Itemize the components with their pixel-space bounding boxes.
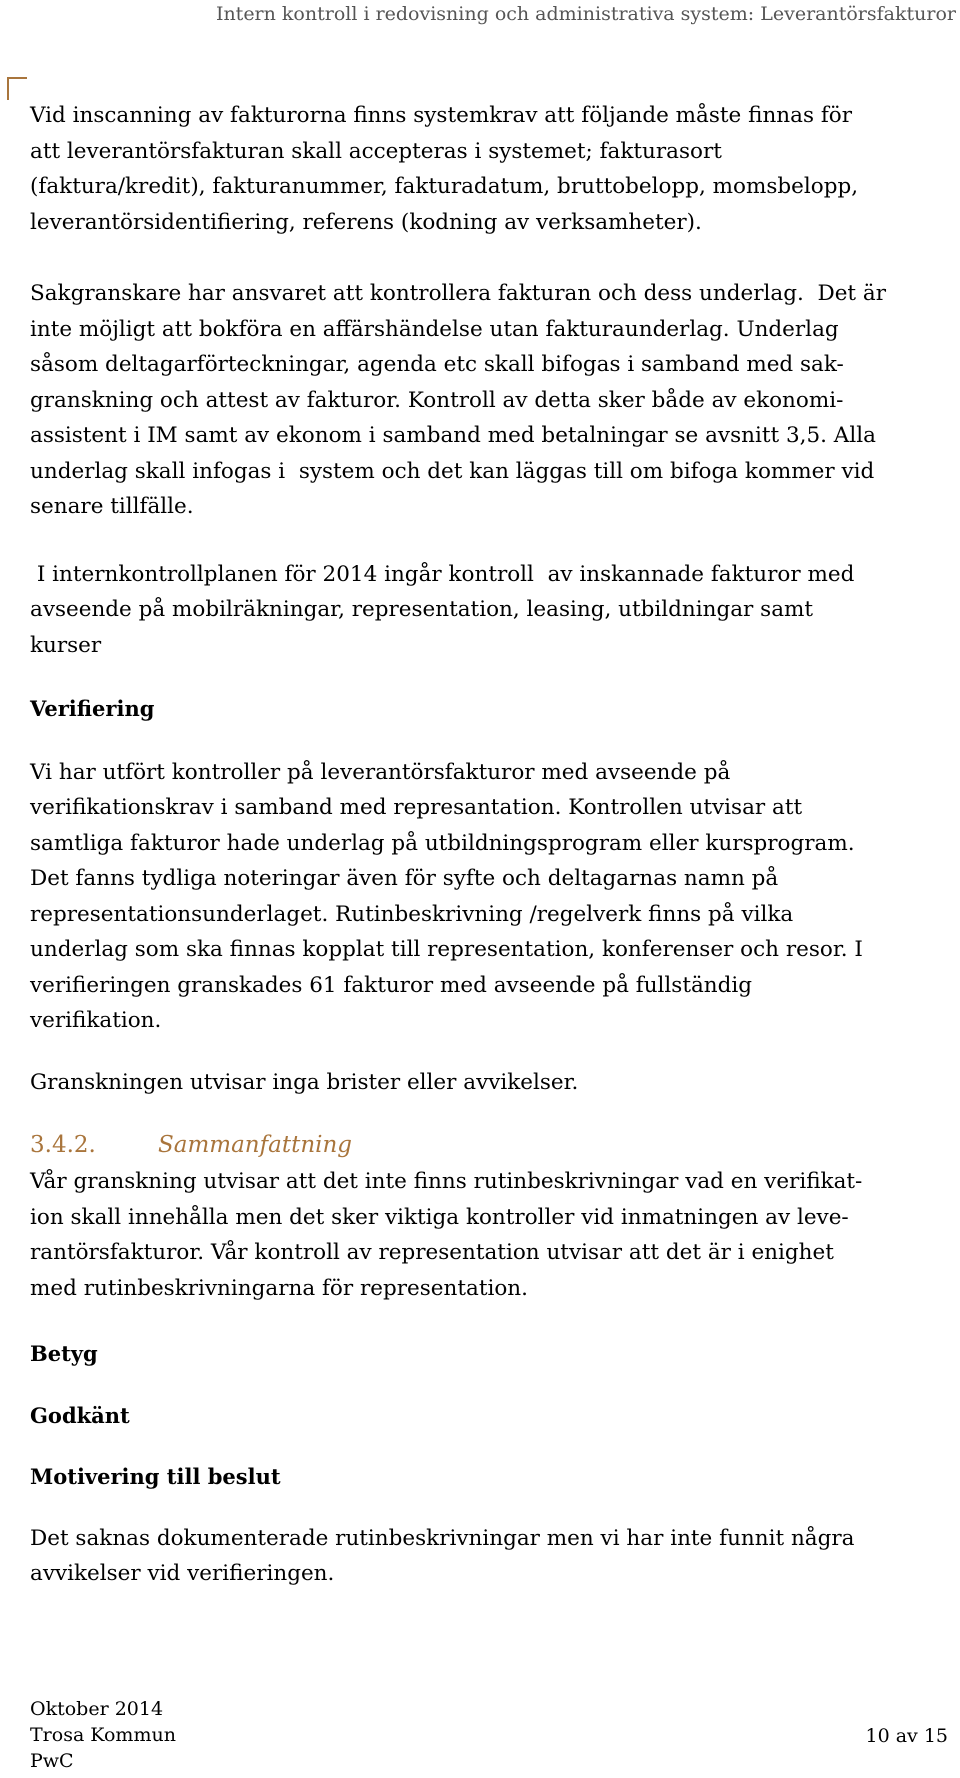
heading-godkant: Godkänt (30, 1402, 130, 1428)
section-heading-sammanfattning (30, 1126, 950, 1164)
page-content (30, 98, 950, 1592)
heading-betyg: Betyg (30, 1341, 98, 1366)
paragraph-motivering: Det saknas dokumenterade rutinbeskrivningar men vi har inte funnit några avvikelser vid verifieringen. (30, 1525, 855, 1586)
section-number: 3.4.2. (30, 1132, 96, 1158)
running-header: Intern kontroll i redovisning och administrativa system: Leverantörsfakturor (215, 3, 956, 25)
section-title: Sammanfattning (158, 1132, 353, 1158)
footer-left (30, 1696, 176, 1774)
footer-date: Oktober 2014 (30, 1698, 164, 1720)
paragraph-inscanning: Vid inscanning av fakturorna finns systemkrav att följande måste finnas för att leverantörsfakturan skall accepteras i systemet; fakturasort (faktura/kredit), fakturanummer, fakturadatum, bruttobelopp, momsbelopp, leverantörsidentifiering, referens (kodning av verksamheter). (30, 103, 859, 235)
page-indicator: 10 av 15 (865, 1725, 948, 1747)
corner-mark (7, 77, 27, 100)
footer-organization: Trosa Kommun (30, 1724, 176, 1746)
paragraph-verifiering: Vi har utfört kontroller på leverantörsfakturor med avseende på verifikationskrav i samband med represantation. Kontrollen utvisar att samtliga fakturor hade underlag på utbildningsprogram eller kursprogram. Det fanns tydliga noteringar även för syfte och deltagarnas namn på representationsunderlaget. Rutinbeskrivning /regelverk finns på vilka underlag som ska finnas kopplat till representation, konferenser och resor. I verifieringen granskades 61 fakturor med avseende på fullständig verifikation. (30, 759, 863, 1033)
footer-firm: PwC (30, 1750, 74, 1772)
heading-motivering: Motivering till beslut (30, 1464, 281, 1489)
paragraph-sakgranskare: Sakgranskare har ansvaret att kontrollera fakturan och dess underlag. Det är inte möjligt att bokföra en affärshändelse utan fakturaunderlag. Underlag såsom deltagarförteckningar, agenda etc skall bifogas i samband med sak- granskning och attest av fakturor. Kontroll av detta sker både av ekonomi- assistent i IM samt av ekonom i samband med betalningar se avsnitt 3,5. Alla underlag skall infogas i system och det kan läggas till om bifoga kommer vid senare tillfälle. (30, 281, 887, 519)
paragraph-internkontrollplan: I internkontrollplanen för 2014 ingår kontroll av inskannade fakturor med avseende på mobilräkningar, representation, leasing, utbildningar samt kurser (30, 561, 855, 658)
paragraph-granskningen: Granskningen utvisar inga brister eller avvikelser. (30, 1069, 579, 1095)
paragraph-sammanfattning: Vår granskning utvisar att det inte finns rutinbeskrivningar vad en verifikat- ion skall innehålla men det sker viktiga kontroller vid inmatningen av leve- rantörsfakturor. Vår kontroll av representation utvisar att det är i enighet med rutinbeskrivningarna för representation. (30, 1169, 863, 1301)
heading-verifiering: Verifiering (30, 696, 155, 721)
